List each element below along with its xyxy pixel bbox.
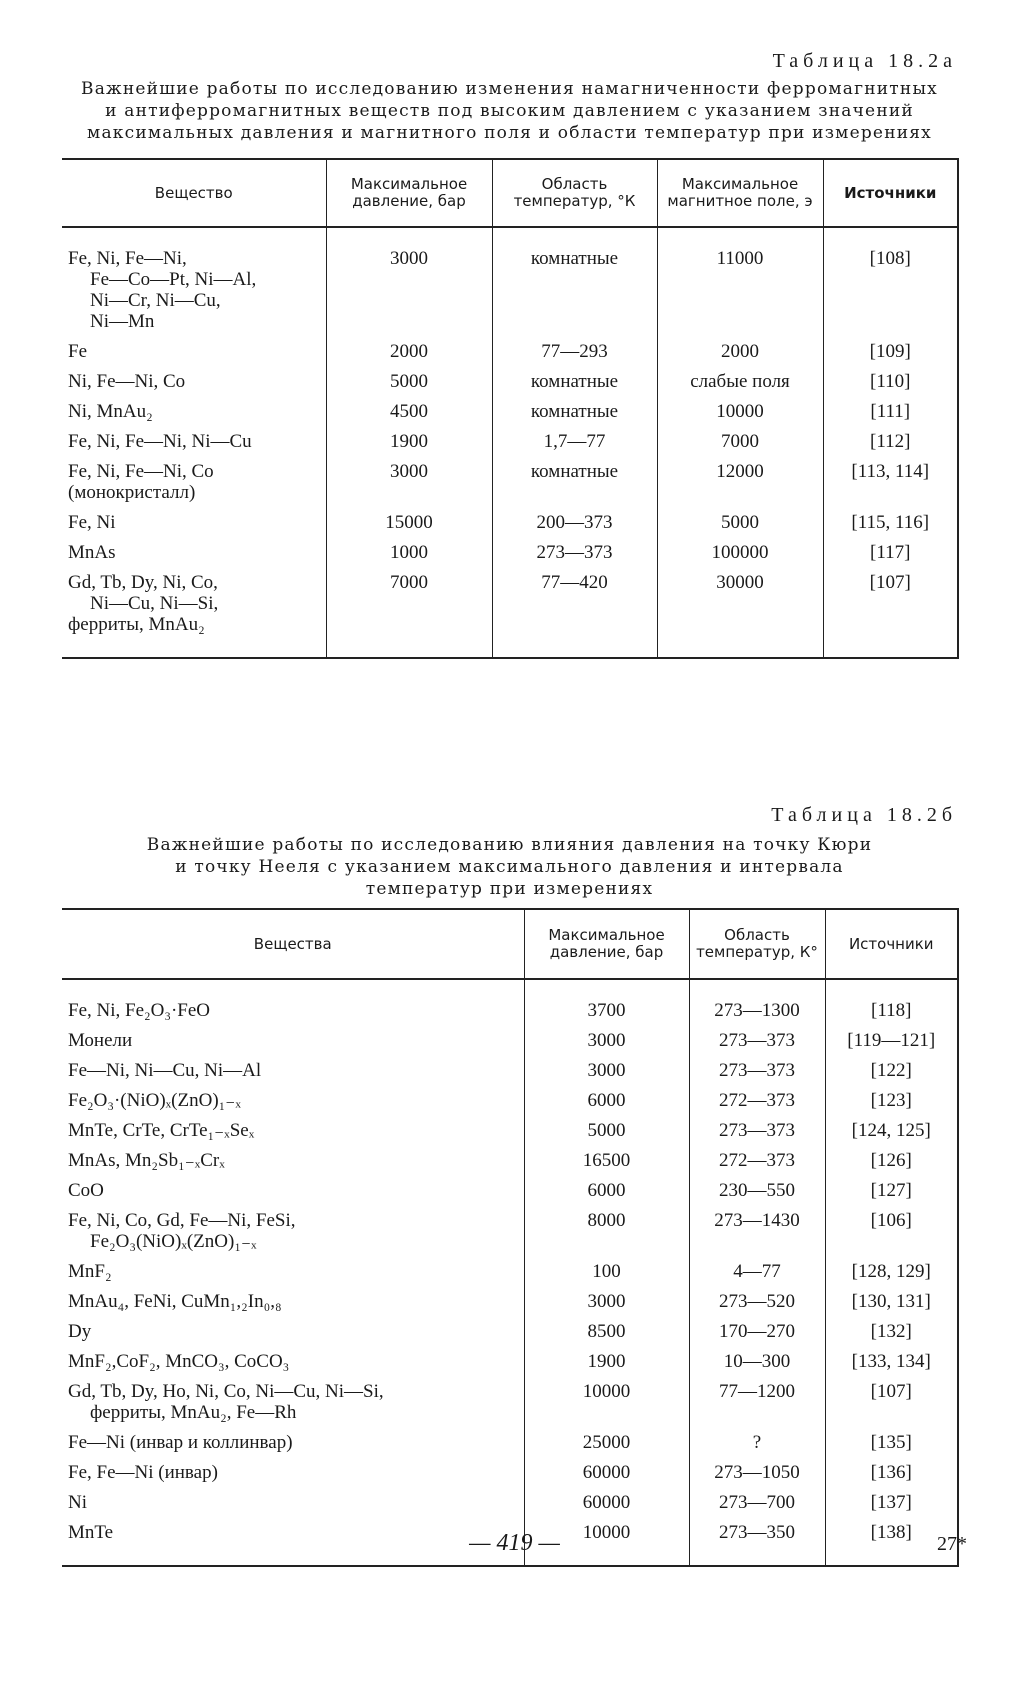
pressure-cell: 3000 [524, 1059, 689, 1089]
pressure-cell: 3000 [326, 227, 492, 340]
pressure-cell: 10000 [524, 1521, 689, 1566]
substance-cell [62, 400, 326, 430]
pressure-cell: 8500 [524, 1320, 689, 1350]
table-b-header-pressure: Максимальное давление, бар [524, 909, 689, 979]
substance-line: Gd, Tb, Dy, Ho, Ni, Co, Ni—Cu, Ni—Si, [68, 1381, 384, 1402]
source-cell: [112] [823, 430, 958, 460]
pressure-cell: 3000 [326, 460, 492, 511]
field-cell: 5000 [657, 511, 823, 541]
table-row [62, 1209, 958, 1260]
source-cell: [122] [825, 1059, 958, 1089]
substance-line: Gd, Tb, Dy, Ni, Co, [68, 572, 218, 593]
source-cell: [126] [825, 1149, 958, 1179]
temperature-cell: 272—373 [689, 1149, 825, 1179]
table-b-title-line: температур при измерениях [365, 879, 654, 899]
pressure-cell: 1900 [326, 430, 492, 460]
substance-line: Dy [68, 1321, 92, 1342]
substance-line: ферриты, MnAu₂, Fe—Rh [90, 1402, 297, 1423]
temperature-cell: комнатные [492, 460, 657, 511]
substance-cell [62, 1089, 524, 1119]
source-cell: [118] [825, 979, 958, 1029]
substance-cell [62, 511, 326, 541]
source-cell: [106] [825, 1209, 958, 1260]
table-b-body [62, 979, 958, 1566]
substance-line: Ni [68, 1492, 87, 1513]
field-cell: слабые поля [657, 370, 823, 400]
temperature-cell: 230—550 [689, 1179, 825, 1209]
pressure-cell: 4500 [326, 400, 492, 430]
table-b-header-substance: Вещества [62, 909, 524, 979]
substance-cell [62, 227, 326, 340]
temperature-cell: 77—1200 [689, 1380, 825, 1431]
temperature-cell: 77—293 [492, 340, 657, 370]
field-cell: 100000 [657, 541, 823, 571]
substance-cell [62, 541, 326, 571]
table-row [62, 571, 958, 658]
table-b-title-line: и точку Нееля с указанием максимального давления и интервала [175, 857, 844, 877]
table-row [62, 1179, 958, 1209]
pressure-cell: 2000 [326, 340, 492, 370]
substance-line: Fe, Ni, Co, Gd, Fe—Ni, FeSi, [68, 1210, 296, 1231]
substance-line: Fe [68, 341, 87, 362]
table-row [62, 1461, 958, 1491]
source-cell: [132] [825, 1320, 958, 1350]
substance-cell [62, 1461, 524, 1491]
substance-line: Fe₂O₃(NiO)ₓ(ZnO)₁₋ₓ [90, 1231, 257, 1252]
pressure-cell: 3700 [524, 979, 689, 1029]
substance-line: Ni, MnAu₂ [68, 401, 153, 422]
pressure-cell: 3000 [524, 1029, 689, 1059]
substance-line: Fe—Ni (инвар и коллинвар) [68, 1432, 293, 1453]
table-b-header-sources: Источники [825, 909, 958, 979]
temperature-cell: ? [689, 1431, 825, 1461]
table-a-header-pressure: Максимальное давление, бар [326, 159, 492, 227]
substance-cell [62, 1209, 524, 1260]
substance-line: Fe, Ni, Fe—Ni, Co [68, 461, 214, 482]
substance-cell [62, 1260, 524, 1290]
table-row [62, 541, 958, 571]
temperature-cell: 273—700 [689, 1491, 825, 1521]
table-a-header-sources: Источники [823, 159, 958, 227]
field-cell: 11000 [657, 227, 823, 340]
substance-cell [62, 1350, 524, 1380]
table-b [62, 908, 959, 1567]
page-number: — 419 — [469, 1530, 560, 1556]
substance-cell [62, 1119, 524, 1149]
table-row [62, 227, 958, 340]
temperature-cell: комнатные [492, 400, 657, 430]
source-cell: [128, 129] [825, 1260, 958, 1290]
substance-cell [62, 1059, 524, 1089]
pressure-cell: 5000 [326, 370, 492, 400]
substance-line: MnF₂ [68, 1261, 112, 1282]
source-cell: [123] [825, 1089, 958, 1119]
substance-cell [62, 430, 326, 460]
temperature-cell: комнатные [492, 370, 657, 400]
pressure-cell: 1900 [524, 1350, 689, 1380]
source-cell: [137] [825, 1491, 958, 1521]
substance-cell [62, 1029, 524, 1059]
pressure-cell: 60000 [524, 1491, 689, 1521]
pressure-cell: 10000 [524, 1380, 689, 1431]
pressure-cell: 1000 [326, 541, 492, 571]
substance-line: Ni—Cu, Ni—Si, [90, 593, 219, 614]
temperature-cell: 273—520 [689, 1290, 825, 1320]
table-a-title [60, 78, 959, 144]
source-cell: [124, 125] [825, 1119, 958, 1149]
field-cell: 30000 [657, 571, 823, 658]
table-row [62, 1380, 958, 1431]
pressure-cell: 15000 [326, 511, 492, 541]
table-row [62, 1491, 958, 1521]
temperature-cell: 4—77 [689, 1260, 825, 1290]
temperature-cell: 170—270 [689, 1320, 825, 1350]
temperature-cell: 273—350 [689, 1521, 825, 1566]
table-row [62, 1350, 958, 1380]
table-a-title-line: и антиферромагнитных веществ под высоким давлением с указанием значений [105, 101, 914, 121]
substance-line: MnTe, CrTe, CrTe₁₋ₓSeₓ [68, 1120, 255, 1141]
substance-line: Fe, Fe—Ni (инвар) [68, 1462, 218, 1483]
substance-line: Fe, Ni [68, 512, 116, 533]
temperature-cell: 273—1050 [689, 1461, 825, 1491]
substance-line: Ni, Fe—Ni, Co [68, 371, 186, 392]
table-row [62, 1119, 958, 1149]
substance-cell [62, 571, 326, 658]
substance-line: MnAs, Mn₂Sb₁₋ₓCrₓ [68, 1150, 225, 1171]
pressure-cell: 6000 [524, 1089, 689, 1119]
source-cell: [130, 131] [825, 1290, 958, 1320]
temperature-cell: 273—373 [689, 1029, 825, 1059]
substance-line: Ni—Mn [90, 311, 155, 332]
field-cell: 7000 [657, 430, 823, 460]
substance-cell [62, 340, 326, 370]
pressure-cell: 5000 [524, 1119, 689, 1149]
source-cell: [138] [825, 1521, 958, 1566]
source-cell: [115, 116] [823, 511, 958, 541]
table-row [62, 1320, 958, 1350]
substance-cell [62, 460, 326, 511]
substance-line: MnTe [68, 1522, 114, 1543]
temperature-cell: 1,7—77 [492, 430, 657, 460]
substance-line: (монокристалл) [68, 482, 196, 503]
temperature-cell: 200—373 [492, 511, 657, 541]
substance-line: Fe—Co—Pt, Ni—Al, [90, 269, 257, 290]
source-cell: [110] [823, 370, 958, 400]
substance-line: CoO [68, 1180, 104, 1201]
table-row [62, 1290, 958, 1320]
source-cell: [117] [823, 541, 958, 571]
table-row [62, 511, 958, 541]
substance-line: MnAs [68, 542, 116, 563]
table-a-header-field: Максимальное магнитное поле, э [657, 159, 823, 227]
source-cell: [127] [825, 1179, 958, 1209]
substance-cell [62, 370, 326, 400]
source-cell: [109] [823, 340, 958, 370]
substance-cell [62, 1431, 524, 1461]
table-row [62, 1089, 958, 1119]
table-row [62, 430, 958, 460]
source-cell: [107] [825, 1380, 958, 1431]
pressure-cell: 100 [524, 1260, 689, 1290]
source-cell: [136] [825, 1461, 958, 1491]
pressure-cell: 6000 [524, 1179, 689, 1209]
source-cell: [133, 134] [825, 1350, 958, 1380]
substance-line: Fe, Ni, Fe₂O₃·FeO [68, 1000, 211, 1021]
table-a-label: Таблица 18.2а [772, 50, 957, 72]
substance-line: Ni—Cr, Ni—Cu, [90, 290, 221, 311]
field-cell: 10000 [657, 400, 823, 430]
substance-line: ферриты, MnAu₂ [68, 614, 205, 635]
temperature-cell: 273—373 [689, 1119, 825, 1149]
source-cell: [107] [823, 571, 958, 658]
substance-cell [62, 1380, 524, 1431]
temperature-cell: комнатные [492, 227, 657, 340]
table-row [62, 1059, 958, 1089]
field-cell: 12000 [657, 460, 823, 511]
pressure-cell: 16500 [524, 1149, 689, 1179]
temperature-cell: 273—373 [492, 541, 657, 571]
substance-line: Fe, Ni, Fe—Ni, [68, 248, 187, 269]
table-row [62, 979, 958, 1029]
substance-cell [62, 1149, 524, 1179]
temperature-cell: 10—300 [689, 1350, 825, 1380]
pressure-cell: 8000 [524, 1209, 689, 1260]
pressure-cell: 25000 [524, 1431, 689, 1461]
table-row [62, 1260, 958, 1290]
substance-line: Монели [68, 1030, 133, 1051]
substance-line: Fe, Ni, Fe—Ni, Ni—Cu [68, 431, 252, 452]
substance-line: MnAu₄, FeNi, CuMn₁,₂In₀,₈ [68, 1291, 282, 1312]
temperature-cell: 77—420 [492, 571, 657, 658]
signature-mark: 27* [937, 1533, 967, 1555]
substance-cell [62, 1179, 524, 1209]
source-cell: [119—121] [825, 1029, 958, 1059]
pressure-cell: 7000 [326, 571, 492, 658]
table-row [62, 340, 958, 370]
table-b-title [60, 834, 959, 900]
table-row [62, 1029, 958, 1059]
table-a [62, 158, 959, 659]
field-cell: 2000 [657, 340, 823, 370]
substance-line: MnF₂,CoF₂, MnCO₃, CoCO₃ [68, 1351, 290, 1372]
temperature-cell: 272—373 [689, 1089, 825, 1119]
temperature-cell: 273—373 [689, 1059, 825, 1089]
substance-cell [62, 1320, 524, 1350]
table-a-body [62, 227, 958, 658]
pressure-cell: 3000 [524, 1290, 689, 1320]
table-row [62, 460, 958, 511]
substance-line: Fe—Ni, Ni—Cu, Ni—Al [68, 1060, 262, 1081]
source-cell: [135] [825, 1431, 958, 1461]
table-row [62, 1149, 958, 1179]
pressure-cell: 60000 [524, 1461, 689, 1491]
substance-cell [62, 1290, 524, 1320]
table-b-title-line: Важнейшие работы по исследованию влияния давления на точку Кюри [146, 835, 873, 855]
substance-cell [62, 979, 524, 1029]
table-a-header-substance: Вещество [62, 159, 326, 227]
table-row [62, 400, 958, 430]
table-b-header-temperature: Область температур, К° [689, 909, 825, 979]
source-cell: [113, 114] [823, 460, 958, 511]
temperature-cell: 273—1300 [689, 979, 825, 1029]
source-cell: [108] [823, 227, 958, 340]
source-cell: [111] [823, 400, 958, 430]
temperature-cell: 273—1430 [689, 1209, 825, 1260]
table-b-label: Таблица 18.2б [771, 804, 957, 826]
table-a-title-line: Важнейшие работы по исследованию изменения намагниченности ферромагнитных [81, 79, 938, 99]
table-a-header-temperature: Область температур, °К [492, 159, 657, 227]
table-a-title-line: максимальных давления и магнитного поля и области температур при измерениях [87, 123, 932, 143]
table-row [62, 1431, 958, 1461]
substance-cell [62, 1491, 524, 1521]
table-row [62, 370, 958, 400]
substance-line: Fe₂O₃·(NiO)ₓ(ZnO)₁₋ₓ [68, 1090, 241, 1111]
